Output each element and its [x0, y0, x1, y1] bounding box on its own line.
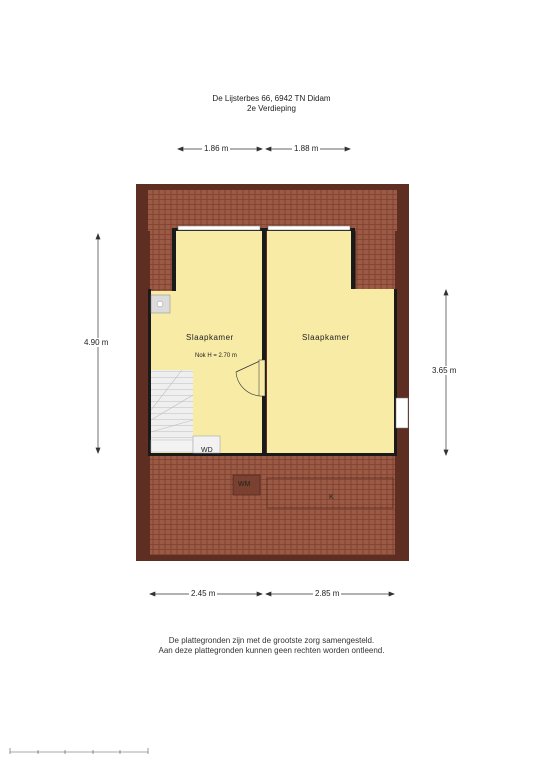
floor-title: 2e Verdieping — [247, 104, 296, 113]
roof-top — [148, 190, 397, 231]
skylight-right — [268, 226, 350, 230]
dryer-label: WD — [201, 447, 213, 454]
disclaimer-line-1: De plattegronden zijn met de grootste zorg samengesteld. — [168, 636, 375, 645]
scale-bar — [10, 748, 148, 754]
staircase — [151, 370, 193, 452]
dim-bottom-left: 2.45 m — [191, 589, 216, 598]
dim-top-left: 1.86 m — [204, 144, 229, 153]
disclaimer-line-2: Aan deze plattegronden kunnen geen rechten worden ontleend. — [158, 646, 385, 655]
dim-top-right: 1.88 m — [294, 144, 319, 153]
roof-right-slope — [356, 231, 395, 289]
dormer-window — [396, 398, 408, 428]
dim-left: 4.90 m — [84, 338, 109, 347]
dim-bottom-right: 2.85 m — [315, 589, 340, 598]
address-title: De Lijsterbes 66, 6942 TN Didam — [212, 94, 331, 103]
room-label-bedroom-left: Slaapkamer — [186, 333, 234, 342]
skylight-left — [178, 226, 260, 230]
roof-bottom — [150, 455, 395, 555]
ridge-height: Nok H = 2.70 m — [195, 353, 237, 359]
roof-left-slope — [150, 231, 172, 291]
washer-label: WM — [238, 481, 251, 488]
room-label-bedroom-right: Slaapkamer — [302, 333, 350, 342]
dim-right: 3.65 m — [432, 366, 457, 375]
cabinet-label: K — [329, 494, 334, 501]
